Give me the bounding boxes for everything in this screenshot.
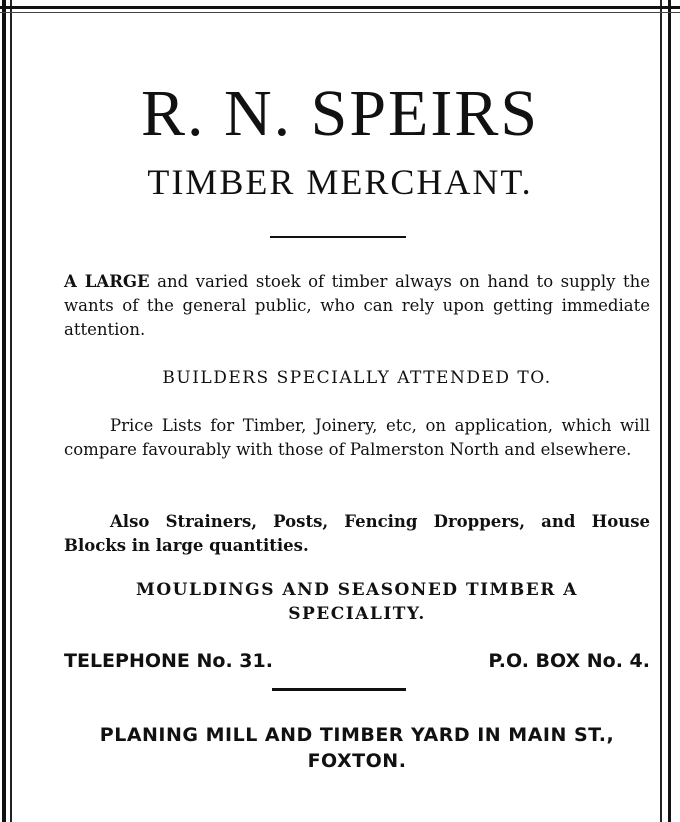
stock-lead: A LARGE bbox=[64, 272, 150, 291]
mouldings-line-2: SPECIALITY. bbox=[288, 604, 426, 624]
price-lists-paragraph: Price Lists for Timber, Joinery, etc, on application, which will compare favourably with those of Palmerston North and elsewhere. bbox=[64, 416, 650, 459]
divider-bottom bbox=[272, 688, 406, 691]
mouldings-heading bbox=[64, 578, 650, 626]
footer-line-2: FOXTON. bbox=[307, 750, 407, 772]
border-rule-left bbox=[2, 0, 6, 822]
mouldings-line-1: MOULDINGS AND SEASONED TIMBER A bbox=[136, 580, 578, 600]
border-rule-top-inner bbox=[0, 12, 680, 13]
border-rule-right bbox=[668, 0, 671, 822]
stock-text: and varied stoek of timber always on hand to supply the wants of the general public, who can rely upon getting immediate attention. bbox=[64, 272, 650, 339]
border-rule-right-inner bbox=[660, 0, 662, 822]
merchant-name: R. N. SPEIRS bbox=[140, 77, 540, 150]
also-paragraph: Also Strainers, Posts, Fencing Droppers, and House Blocks in large quantities. bbox=[64, 512, 650, 555]
border-rule-top bbox=[0, 6, 680, 9]
divider-top bbox=[270, 236, 406, 238]
contact-row bbox=[64, 650, 650, 678]
location-footer bbox=[64, 722, 650, 774]
builders-line: BUILDERS SPECIALLY ATTENDED TO. bbox=[162, 368, 552, 388]
telephone-number: TELEPHONE No. 31. bbox=[64, 650, 273, 672]
po-box: P.O. BOX No. 4. bbox=[488, 650, 650, 672]
merchant-title: TIMBER MERCHANT. bbox=[147, 162, 533, 202]
border-rule-left-inner bbox=[10, 0, 12, 822]
footer-line-1: PLANING MILL AND TIMBER YARD IN MAIN ST., bbox=[99, 724, 615, 746]
stock-paragraph bbox=[64, 270, 650, 342]
